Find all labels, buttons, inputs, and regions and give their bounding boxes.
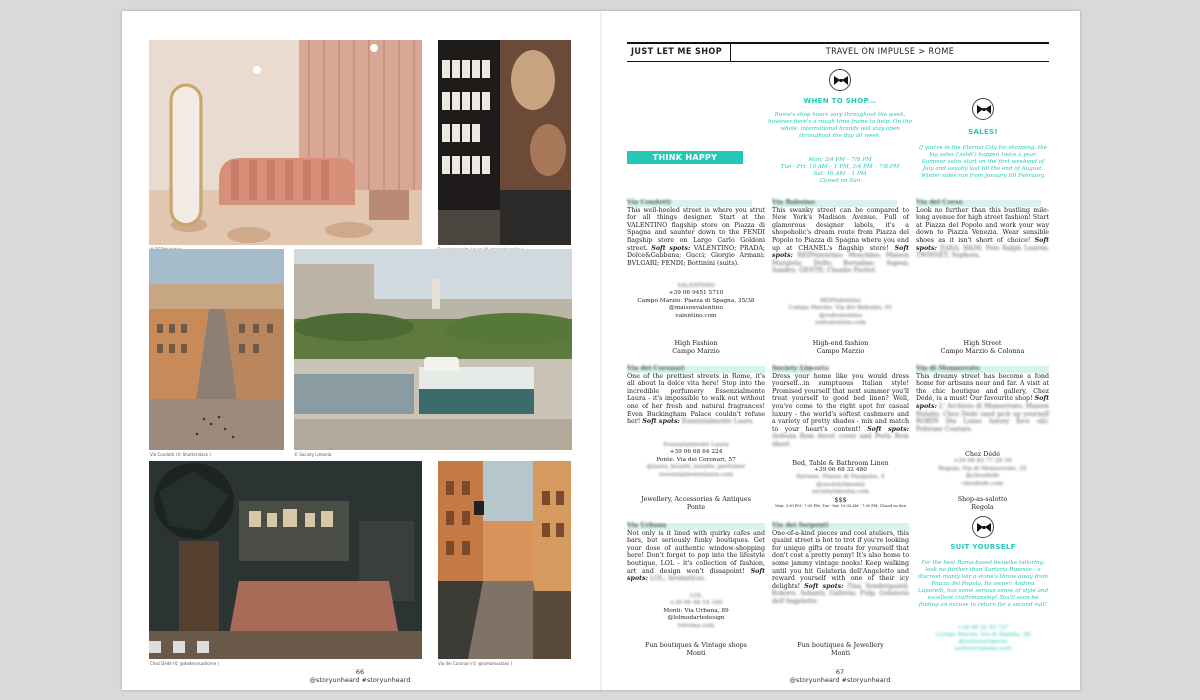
- tailor-website: sartoriaripense.com: [954, 646, 1012, 652]
- category-jewellery-antiques: [627, 495, 765, 511]
- right-social-handles: @storyunheard #storyunheard: [789, 676, 891, 684]
- street-name: Via Condotti: [627, 199, 672, 206]
- think-happy-thoughts-badge: THINK HAPPY THOUGHTS: [627, 151, 743, 164]
- entry-body: This dreamy street has become a fond home for artisans near and far. A visit at the chic boutique and gallery, Chez Dédé, is a must! Our favourite shop!: [916, 372, 1049, 403]
- photo-via-condotti: [149, 249, 284, 450]
- category-high-fashion: [627, 339, 765, 355]
- shop-phone: +39 06 68 64 224: [669, 449, 723, 456]
- hours-sun: Closed on Sun: [819, 178, 861, 184]
- shop-website: chezdede.com: [961, 480, 1004, 487]
- shop-name: Chez Dédé: [965, 450, 1000, 458]
- category-area: Ponte: [686, 503, 706, 511]
- soft-spots: REDValentino; Moschino; Maison Margiela; Delfo; Borsaline; Aspesi; Sandro; GENTE; Claudie Pierlot.: [772, 252, 909, 275]
- soft-spots: ZARA; H&M; Polo Ralph Lauren; TWINSET; Sephora.: [916, 244, 1049, 260]
- street-name: Via di Monserrato: [916, 365, 980, 372]
- shop-name: REDValentino: [820, 298, 861, 304]
- soft-spots-label: Soft spots:: [916, 236, 1049, 252]
- entry-via-condotti: [627, 199, 765, 267]
- soft-spots-label: Soft spots:: [642, 418, 680, 426]
- shop-name: VALENTINO: [677, 283, 715, 289]
- entry-society-limonta: [772, 365, 909, 449]
- shop-address: Monti: Via Urbana, 89: [663, 607, 729, 614]
- category-high-end: [772, 339, 909, 355]
- soft-spots-label: Soft spots:: [772, 244, 909, 260]
- street-name: Via Babuino: [772, 199, 815, 206]
- soft-spots: VALENTINO; PRADA; Dolce&Gabbana; Gucci; Giorgio Armani; BVLGARI; FENDI; Bottinini (suits).: [627, 244, 765, 267]
- tailor-phone: +39 06 32 50 737: [957, 625, 1009, 631]
- entry-body: Look no further than this bustling mile-long avenue for high street fashion! Start at Piazza del Popolo and work your way down to Piazza Venezia. Wear sensible shoes as it isn't short of choice!: [916, 206, 1049, 244]
- soft-spots: Essenzialmente Laura: [681, 418, 753, 426]
- address-chez-dede: [916, 451, 1049, 488]
- address-redvalentino: [772, 298, 909, 328]
- entry-via-di-monserrato: [916, 365, 1049, 433]
- category-area: Campo Marzio & Colonna: [940, 347, 1025, 355]
- bowtie-icon: [829, 69, 851, 91]
- sales-title: SALES!: [968, 128, 998, 136]
- entry-via-babuino: [772, 199, 909, 275]
- opening-hours-note: Mon: 3:30 PM - 7:30 PM; Tue - Sat: 10:30 AM - 7:30 PM; Closed on Sun: [775, 504, 906, 509]
- street-name: Via del Corso: [916, 199, 963, 206]
- entry-via-urbana: [627, 522, 765, 583]
- shop-instagram: @societylimonta: [816, 481, 865, 488]
- shop-address: Regola: Via di Monserrato, 35: [938, 465, 1027, 472]
- entry-body: One-of-a-kind pieces and cool ateliers, this quaint street is hot to trot if you're looking for unique gifts or treats for yourself that don't cost a pretty penny! It's also home to some jammy vintage nooks! Keep walking until you hit Gelateria dell'Angeletto and reward yourself with one of their icy delights!: [772, 529, 909, 590]
- tailor-instagram: @sartoriaripense: [958, 639, 1008, 645]
- right-page-number: [780, 668, 900, 684]
- shop-website: valentino.com: [675, 312, 717, 319]
- shop-name: LOL: [689, 593, 703, 599]
- shop-website: essenzialmentelaura.com: [658, 471, 734, 478]
- shop-address: Campo Marzio: Via del Babuino, 61: [788, 305, 893, 312]
- shop-instagram: @redvalentino: [819, 312, 862, 319]
- photo-via-dei-coronari: [438, 461, 571, 659]
- tailor-address: Campo Marzio: Via di Ripetta, 38: [935, 632, 1031, 638]
- category-area: Monti: [686, 649, 706, 657]
- soft-spots-label: Soft spots:: [651, 244, 691, 252]
- caption-via-dei-coronari: Via dei Coronari (© @romamostaisi ): [438, 661, 512, 666]
- shop-instagram: @chezdede: [965, 473, 1000, 480]
- photo-essenzialmente-laura: [438, 40, 571, 245]
- address-lol: [627, 593, 765, 630]
- category-area: Regola: [971, 503, 994, 511]
- entry-body: Not only is it lined with quirky cafes and bars, but seriously funky boutiques. Get your dose of authentic window-shopping here! Don't forget to pop into the lifestyle boutique, LOL - it's collection of fashion, art and design won't dissapoint!: [627, 529, 765, 575]
- shop-phone: +39 06 9451 5710: [668, 290, 724, 297]
- street-name: Via dei Serpenti: [772, 522, 829, 529]
- bowtie-icon: [972, 516, 994, 538]
- shop-website: redvalentino.com: [814, 320, 867, 327]
- soft-spots: Ardesia Rem duvet cover and Perla Rem sheet.: [772, 433, 909, 448]
- category-shop-as-salotto: [916, 495, 1049, 511]
- shop-address: Campo Marzio: Piazza di Spagna, 35/38: [637, 297, 755, 304]
- shop-phone: +39 06 68 32 480: [814, 467, 867, 473]
- entry-body: This swanky street can be compared to New York's Madison Avenue. Full of glamorous designer labels, it's a shopoholic's dream route from Piazza del Popolo to Piazza di Spagna where you end up at CHANEL's flagship store!: [772, 206, 909, 252]
- when-to-shop-title: WHEN TO SHOP...: [803, 97, 877, 105]
- category-linen: Bed, Table & Bathroom Linen: [792, 459, 889, 467]
- price-level: $$$: [834, 495, 847, 504]
- suit-yourself-body: For the best Roma-based bespoke tailoring, look no further than Sartoria Ripense - a discreet manly lair a stone's throw away from Piazza del Popolo. Its owner, Andrea Luparelli, has some serious sense of style and excellent craftsmanship! You'll soon be finding an excuse to return for a second suit!: [917, 560, 1049, 608]
- page-number-67: 67: [835, 668, 845, 676]
- shop-instagram: @maisonvalentino: [669, 305, 723, 312]
- category-type: Shop-as-salotto: [957, 495, 1008, 503]
- hours-sat: Sat: 10 AM – 1 PM: [813, 171, 867, 177]
- category-type: High-end fashion: [812, 339, 869, 347]
- sales-body: If you're in the Eternal City for shopping, the big sales ('saldi') happen twice a year. Summer sales start on the first weekend of July and usually last till the end of August. Winter sales run from January till February.: [918, 145, 1048, 179]
- left-social-handles: @storyunheard #storyunheard: [309, 676, 411, 684]
- entry-via-del-corso: [916, 199, 1049, 260]
- bowtie-icon: [972, 98, 994, 120]
- when-to-shop-body: Rome's shop hours vary throughout the week, however here's a rough time frame to help. On the whole, international brands will stay open throughout the day all week.: [767, 112, 913, 139]
- magazine-spread: [122, 11, 1080, 690]
- caption-chez-dede: Chez Dédé (© @dedecnsudrome ): [150, 661, 219, 666]
- caption-society-limonta: © Society Limonta: [294, 452, 332, 457]
- shop-website: lolroma.com: [677, 622, 715, 629]
- category-type: High Fashion: [674, 339, 718, 347]
- left-page-number: [300, 668, 420, 684]
- photo-society-limonta: [294, 249, 572, 450]
- category-area: Monti: [830, 649, 851, 657]
- shop-instagram: @lolmodartedesign: [667, 615, 725, 622]
- address-society-limonta: [772, 459, 909, 509]
- soft-spots-label: Soft spots:: [867, 425, 910, 433]
- hours-tue-fri: Tue - Fri: 10 AM – 1 PM, 3/4 PM – 7/8 PM: [780, 164, 900, 170]
- suit-yourself-contact: [917, 625, 1049, 653]
- street-name: Via dei Coronari: [627, 365, 685, 372]
- shop-name: Essenzialmente Laura: [663, 442, 729, 448]
- soft-spots-label: Soft spots:: [916, 395, 1049, 410]
- entry-body: Dress your home like you would dress yourself...in sumptuous Italian style! Promised yourself that next summer you'll treat yourself to good bed linen? Well, you've come to the right spot for casual luxury - the world's softest cashmere and a variety of pretty shades - mix and match to your heart's content!: [772, 372, 909, 433]
- caption-via-condotti: Via Condotti (© Shutterstock ): [150, 452, 211, 457]
- category-area: Campo Marzio: [816, 347, 865, 355]
- soft-spots-label: Soft spots:: [627, 567, 765, 583]
- soft-spots: L' Archivio di Monserrato; Maison Halaby; Chez Dédé (and pick up yourself ROBIN Dia Lusso luxury face oil); Poltrone Couture.: [916, 402, 1049, 433]
- breadcrumb: TRAVEL ON IMPULSE > ROME: [731, 42, 1049, 62]
- entry-body: One of the prettiest streets in Rome, it's all about la dolce vita here! Stop into the incredible perfumery Essenzialmente Laura - it's impossible to walk out without one of her fresh and natural fragrances! Even Buckingham Palace couldn't refuse her!: [627, 372, 765, 426]
- when-to-shop-hours: [767, 157, 913, 185]
- category-type: High Street: [963, 339, 1002, 347]
- shop-address: Parione: Piazza di Pasquino, 4: [796, 474, 885, 481]
- photo-redvalentino: [149, 40, 422, 245]
- address-valentino: [627, 283, 765, 320]
- category-area: Campo Marzio: [672, 347, 720, 355]
- shop-website: societylimonta.com: [812, 489, 869, 496]
- suit-yourself-title: SUIT YOURSELF: [950, 543, 1016, 551]
- page-number-66: 66: [355, 668, 365, 676]
- street-name: Society Limonta: [772, 365, 829, 372]
- shop-instagram: @laura_bosetti_tonatto_perfumer: [646, 464, 746, 471]
- photo-chez-dede: [149, 461, 422, 659]
- entry-body: This well-heeled street is where you strut for all things designer. Start at the VALENTINO flagship store on Piazza di Spagna and saunter down to the FENDI flagship store on Largo Carlo Goldoni street.: [627, 206, 765, 252]
- category-fun-boutiques-jewellery: [772, 641, 909, 657]
- shop-phone: +39 06 83 77 29 34: [953, 458, 1012, 465]
- address-essenzialmente-laura: [627, 442, 765, 479]
- section-header: JUST LET ME SHOP: [627, 42, 731, 62]
- category-fun-boutiques-vintage: [627, 641, 765, 657]
- category-type: Fun boutiques & Jewellery: [797, 641, 884, 649]
- soft-spots-label: Soft spots:: [804, 582, 844, 590]
- entry-via-dei-coronari: [627, 365, 765, 426]
- shop-address: Ponte: Via dei Coronari, 57: [656, 456, 736, 463]
- soft-spots: LOL; Aromaticus.: [649, 575, 707, 583]
- entry-via-dei-serpenti: [772, 522, 909, 606]
- gutter: [600, 11, 602, 690]
- shop-phone: +39 06 48 14 160: [669, 600, 723, 607]
- category-high-street: [916, 339, 1049, 355]
- soft-spots: Tina Sondergaard; Kokoro; Ashanti; Galleria; Pulp; Gelateria dell'Angeletto.: [772, 582, 909, 605]
- street-name: Via Urbana: [627, 522, 667, 529]
- category-type: Jewellery, Accessories & Antiques: [641, 495, 751, 503]
- hours-mon: Mon: 3/4 PM – 7/8 PM: [808, 157, 872, 163]
- category-type: Fun boutiques & Vintage shops: [645, 641, 747, 649]
